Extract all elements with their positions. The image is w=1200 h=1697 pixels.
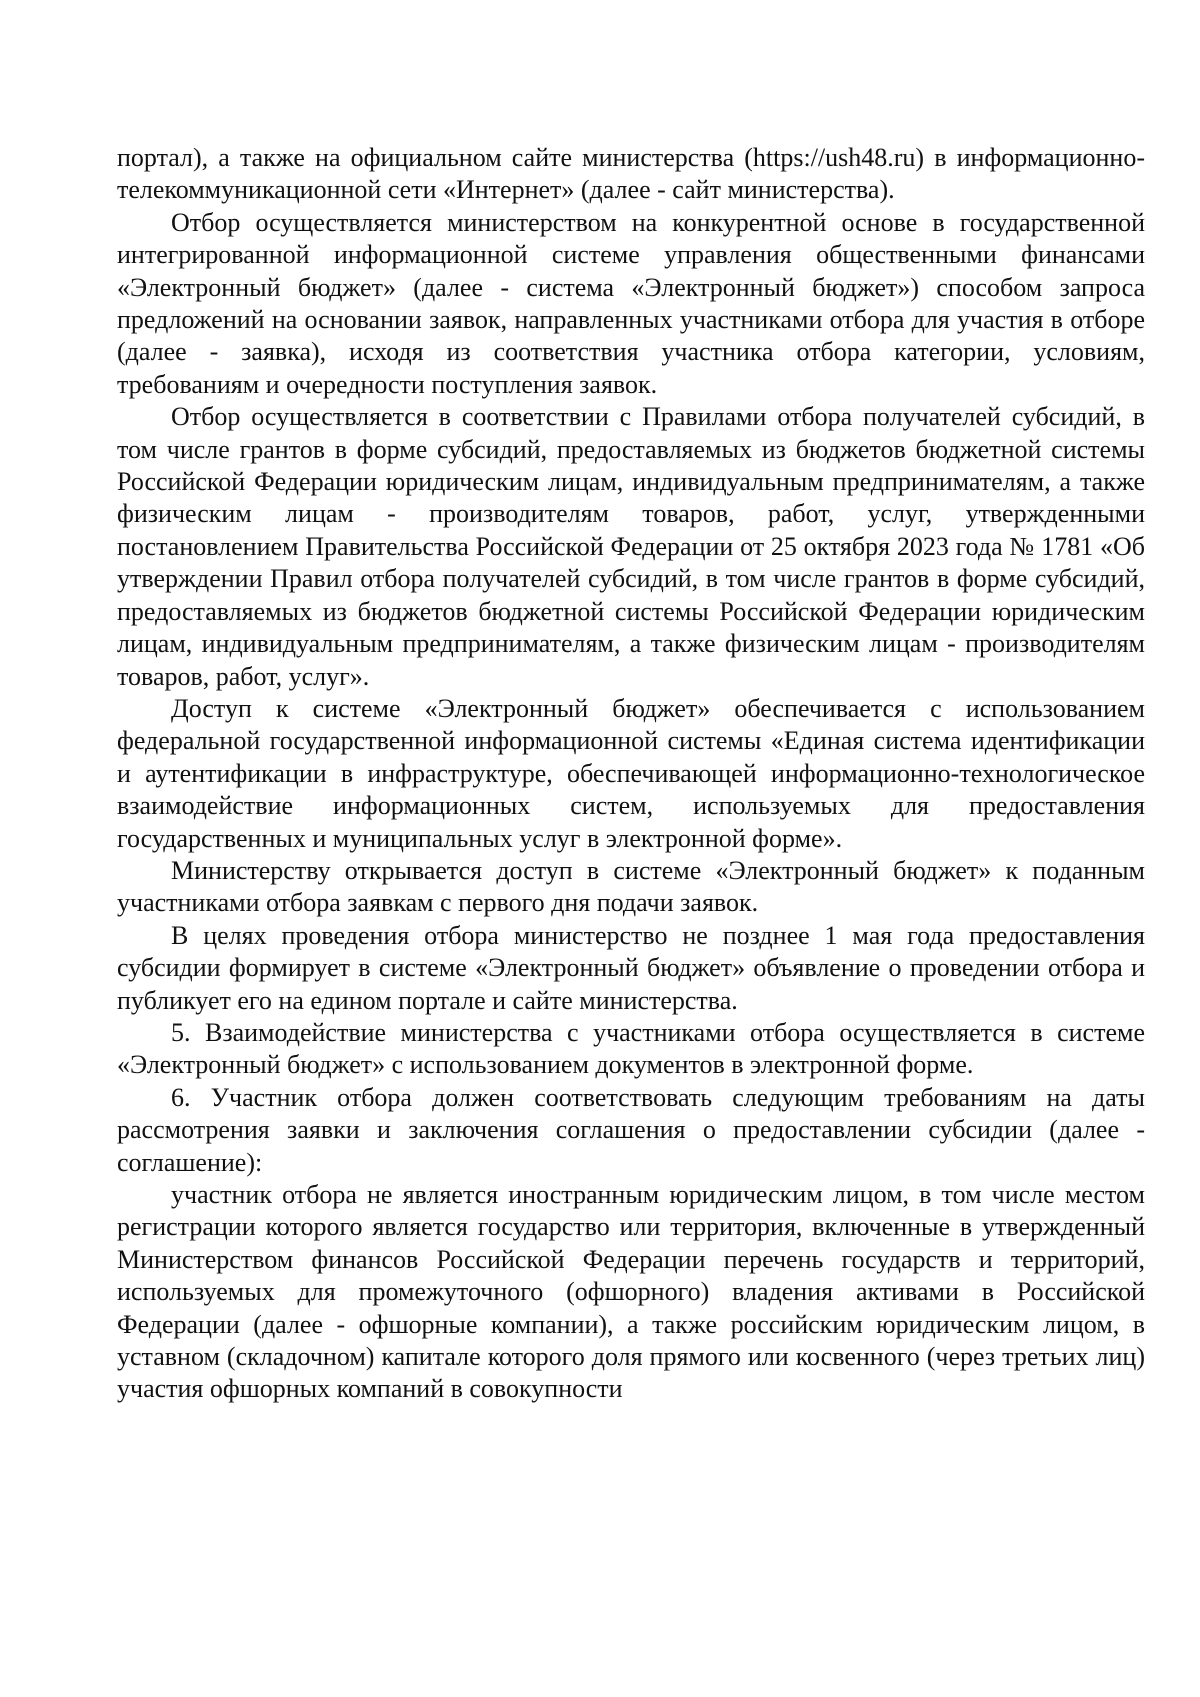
paragraph-system-access: Доступ к системе «Электронный бюджет» обеспечивается с использованием федеральной государственной информационной системы «Единая система идентификации и аутентификации в инфраструктуре, обеспечивающей информационно-технологическое взаимодействие информационных систем, используемых для предоставления государственных и муниципальных услуг в электронной форме». <box>117 693 1145 853</box>
paragraph-requirement-offshore: участник отбора не является иностранным юридическим лицом, в том числе местом регистрации которого является государство или территория, включенные в утвержденный Министерством финансов Российской Федерации перечень государств и территорий, используемых для промежуточного (офшорного) владения активами в Российской Федерации (далее - офшорные компании), а также российским юридическим лицом, в уставном (складочном) капитале которого доля прямого или косвенного (через третьих лиц) участия офшорных компаний в совокупности <box>117 1180 1145 1404</box>
paragraph-selection-procedure: Отбор осуществляется министерством на конкурентной основе в государственной интегрированной информационной системе управления общественными финансами «Электронный бюджет» (далее - система «Электронный бюджет») способом запроса предложений на основании заявок, направленных участниками отбора для участия в отборе (далее - заявка), исходя из соответствия участника отбора категории, условиям, требованиям и очередности поступления заявок. <box>117 207 1145 399</box>
paragraph-item-5: 5. Взаимодействие министерства с участниками отбора осуществляется в системе «Электронный бюджет» с использованием документов в электронной форме. <box>117 1017 1145 1080</box>
paragraph-announcement: В целях проведения отбора министерство не позднее 1 мая года предоставления субсидии формирует в системе «Электронный бюджет» объявление о проведении отбора и публикует его на едином портале и сайте министерства. <box>117 920 1145 1015</box>
paragraph-continuation-portal: портал), а также на официальном сайте министерства (https://ush48.ru) в информационно-телекоммуникационной сети «Интернет» (далее - сайт министерства). <box>117 143 1145 205</box>
paragraph-ministry-access: Министерству открывается доступ в системе «Электронный бюджет» к поданным участниками отбора заявкам с первого дня подачи заявок. <box>117 855 1145 918</box>
paragraph-selection-rules: Отбор осуществляется в соответствии с Правилами отбора получателей субсидий, в том числе грантов в форме субсидий, предоставляемых из бюджетов бюджетной системы Российской Федерации юридическим лицам, индивидуальным предпринимателям, а также физическим лицам - производителям товаров, работ, услуг, утвержденными постановлением Правительства Российской Федерации от 25 октября 2023 года № 1781 «Об утверждении Правил отбора получателей субсидий, в том числе грантов в форме субсидий, предоставляемых из бюджетов бюджетной системы Российской Федерации юридическим лицам, индивидуальным предпринимателям, а также физическим лицам - производителям товаров, работ, услуг». <box>117 402 1145 691</box>
paragraph-item-6: 6. Участник отбора должен соответствовать следующим требованиям на даты рассмотрения заявки и заключения соглашения о предоставлении субсидии (далее - соглашение): <box>117 1082 1145 1177</box>
document-body <box>117 142 1145 1406</box>
